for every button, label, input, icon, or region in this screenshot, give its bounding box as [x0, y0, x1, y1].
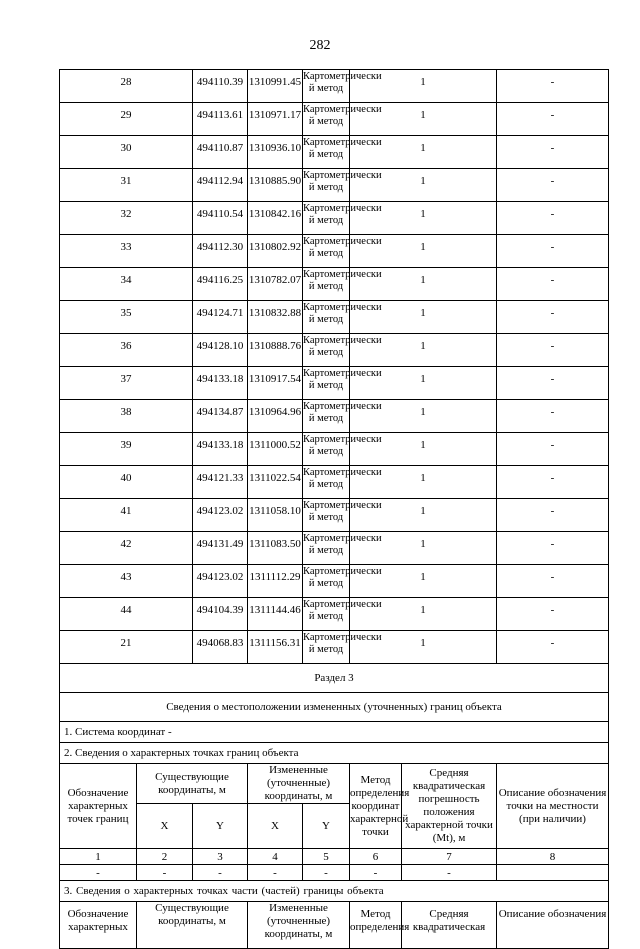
col-number: 4 [248, 849, 303, 865]
table-row [60, 466, 609, 499]
page-number: 282 [309, 38, 331, 53]
description-cell: - [497, 70, 609, 103]
table-row [60, 598, 609, 631]
coord-x: 494133.18 [193, 367, 248, 400]
coord-y: 1310832.88 [248, 301, 303, 334]
method-cell: Картометрически й метод [303, 235, 350, 268]
dash-cell: - [303, 865, 350, 881]
coord-y: 1310991.45 [248, 70, 303, 103]
method-cell: Картометрически й метод [303, 466, 350, 499]
accuracy-cell: 1 [350, 268, 497, 301]
parts-header-method: Метод определения [350, 902, 402, 949]
accuracy-cell: 1 [350, 235, 497, 268]
accuracy-cell: 1 [350, 499, 497, 532]
col-number: 3 [193, 849, 248, 865]
table-row [60, 499, 609, 532]
coord-y: 1310802.92 [248, 235, 303, 268]
description-cell: - [497, 532, 609, 565]
method-cell: Картометрически й метод [303, 70, 350, 103]
col-number: 2 [137, 849, 193, 865]
dash-cell: - [60, 865, 137, 881]
method-cell: Картометрически й метод [303, 367, 350, 400]
section1-rows [60, 70, 609, 664]
accuracy-cell: 1 [350, 301, 497, 334]
dash-cell: - [350, 865, 402, 881]
method-cell: Картометрически й метод [303, 301, 350, 334]
coord-y: 1311000.52 [248, 433, 303, 466]
point-number: 30 [60, 136, 193, 169]
header-designation: Обозначение характерных точек границ [60, 764, 137, 849]
point-number: 40 [60, 466, 193, 499]
method-cell: Картометрически й метод [303, 598, 350, 631]
table-row [60, 400, 609, 433]
method-cell: Картометрически й метод [303, 268, 350, 301]
point-number: 21 [60, 631, 193, 664]
description-cell: - [497, 466, 609, 499]
header-changed-y: Y [303, 804, 350, 849]
parts-header-designation: Обозначение характерных [60, 902, 137, 949]
coord-y: 1311022.54 [248, 466, 303, 499]
dash-cell [497, 865, 609, 881]
header-changed-x: X [248, 804, 303, 849]
method-cell: Картометрически й метод [303, 400, 350, 433]
point-number: 29 [60, 103, 193, 136]
description-cell: - [497, 367, 609, 400]
point-number: 31 [60, 169, 193, 202]
method-cell: Картометрически й метод [303, 202, 350, 235]
table-row [60, 301, 609, 334]
coordinates-table [59, 69, 609, 949]
parts-header-changed: Измененные (уточненные) координаты, м [248, 902, 350, 949]
parts-header-description: Описание обозначения [497, 902, 609, 949]
coord-y: 1310885.90 [248, 169, 303, 202]
coord-x: 494121.33 [193, 466, 248, 499]
coord-x: 494110.87 [193, 136, 248, 169]
coord-y: 1310842.16 [248, 202, 303, 235]
table-row [60, 136, 609, 169]
coord-y: 1310971.17 [248, 103, 303, 136]
points-heading: 2. Сведения о характерных точках границ объекта [60, 743, 609, 764]
method-cell: Картометрически й метод [303, 532, 350, 565]
description-cell: - [497, 169, 609, 202]
accuracy-cell: 1 [350, 103, 497, 136]
coord-x: 494112.94 [193, 169, 248, 202]
table-row [60, 235, 609, 268]
description-cell: - [497, 565, 609, 598]
accuracy-cell: 1 [350, 532, 497, 565]
dash-cell: - [193, 865, 248, 881]
parts-header-accuracy: Средняя квадратическая [402, 902, 497, 949]
header-description: Описание обозначения точки на местности (при наличии) [497, 764, 609, 849]
accuracy-cell: 1 [350, 202, 497, 235]
dash-cell: - [402, 865, 497, 881]
point-number: 39 [60, 433, 193, 466]
method-cell: Картометрически й метод [303, 169, 350, 202]
description-cell: - [497, 400, 609, 433]
description-cell: - [497, 499, 609, 532]
point-number: 41 [60, 499, 193, 532]
table-row [60, 169, 609, 202]
dash-cell: - [137, 865, 193, 881]
point-number: 43 [60, 565, 193, 598]
method-cell: Картометрически й метод [303, 499, 350, 532]
coord-y: 1311112.29 [248, 565, 303, 598]
description-cell: - [497, 268, 609, 301]
table-row [60, 565, 609, 598]
description-cell: - [497, 598, 609, 631]
coord-x: 494113.61 [193, 103, 248, 136]
point-number: 28 [60, 70, 193, 103]
coord-x: 494112.30 [193, 235, 248, 268]
col-number: 6 [350, 849, 402, 865]
accuracy-cell: 1 [350, 334, 497, 367]
table-row [60, 433, 609, 466]
coord-x: 494104.39 [193, 598, 248, 631]
description-cell: - [497, 103, 609, 136]
description-cell: - [497, 631, 609, 664]
accuracy-cell: 1 [350, 169, 497, 202]
table-row [60, 631, 609, 664]
table-row [60, 532, 609, 565]
section-title: Раздел 3 [60, 664, 609, 693]
header-accuracy: Средняя квадратическая погрешность положения характерной точки (Mt), м [402, 764, 497, 849]
table-row [60, 103, 609, 136]
point-number: 35 [60, 301, 193, 334]
description-cell: - [497, 301, 609, 334]
table-row [60, 202, 609, 235]
coord-x: 494123.02 [193, 499, 248, 532]
description-cell: - [497, 235, 609, 268]
accuracy-cell: 1 [350, 136, 497, 169]
coord-x: 494128.10 [193, 334, 248, 367]
coord-x: 494133.18 [193, 433, 248, 466]
description-cell: - [497, 202, 609, 235]
table-row [60, 268, 609, 301]
table-row [60, 70, 609, 103]
coord-y: 1311144.46 [248, 598, 303, 631]
method-cell: Картометрически й метод [303, 136, 350, 169]
coord-x: 494068.83 [193, 631, 248, 664]
coord-y: 1311083.50 [248, 532, 303, 565]
header-existing-y: Y [193, 804, 248, 849]
header-method: Метод определения координат характерной точки [350, 764, 402, 849]
method-cell: Картометрически й метод [303, 433, 350, 466]
description-cell: - [497, 136, 609, 169]
table-row [60, 367, 609, 400]
col-number: 1 [60, 849, 137, 865]
coord-x: 494124.71 [193, 301, 248, 334]
accuracy-cell: 1 [350, 466, 497, 499]
accuracy-cell: 1 [350, 70, 497, 103]
col-number: 5 [303, 849, 350, 865]
method-cell: Картометрически й метод [303, 334, 350, 367]
coord-y: 1311156.31 [248, 631, 303, 664]
section-subtitle: Сведения о местоположении измененных (уточненных) границ объекта [60, 693, 609, 722]
point-number: 44 [60, 598, 193, 631]
dash-cell: - [248, 865, 303, 881]
method-cell: Картометрически й метод [303, 631, 350, 664]
coord-y: 1310936.10 [248, 136, 303, 169]
accuracy-cell: 1 [350, 565, 497, 598]
parts-header-existing: Существующие координаты, м [137, 902, 248, 949]
accuracy-cell: 1 [350, 400, 497, 433]
point-number: 37 [60, 367, 193, 400]
description-cell: - [497, 334, 609, 367]
method-cell: Картометрически й метод [303, 565, 350, 598]
point-number: 33 [60, 235, 193, 268]
description-cell: - [497, 433, 609, 466]
coord-x: 494123.02 [193, 565, 248, 598]
point-number: 36 [60, 334, 193, 367]
coord-x: 494110.54 [193, 202, 248, 235]
point-number: 32 [60, 202, 193, 235]
point-number: 42 [60, 532, 193, 565]
coord-system-line: 1. Система координат - [60, 722, 609, 743]
header-changed: Измененные (уточненные) координаты, м [248, 764, 350, 804]
parts-heading: 3. Сведения о характерных точках части (частей) границы объекта [60, 881, 609, 902]
method-cell: Картометрически й метод [303, 103, 350, 136]
accuracy-cell: 1 [350, 367, 497, 400]
coord-x: 494116.25 [193, 268, 248, 301]
coord-x: 494134.87 [193, 400, 248, 433]
table-row [60, 334, 609, 367]
coord-x: 494131.49 [193, 532, 248, 565]
accuracy-cell: 1 [350, 631, 497, 664]
accuracy-cell: 1 [350, 598, 497, 631]
col-number: 8 [497, 849, 609, 865]
coord-x: 494110.39 [193, 70, 248, 103]
point-number: 38 [60, 400, 193, 433]
header-existing: Существующие координаты, м [137, 764, 248, 804]
header-existing-x: X [137, 804, 193, 849]
coord-y: 1311058.10 [248, 499, 303, 532]
coord-y: 1310888.76 [248, 334, 303, 367]
accuracy-cell: 1 [350, 433, 497, 466]
coord-y: 1310917.54 [248, 367, 303, 400]
coord-y: 1310964.96 [248, 400, 303, 433]
coord-y: 1310782.07 [248, 268, 303, 301]
point-number: 34 [60, 268, 193, 301]
col-number: 7 [402, 849, 497, 865]
